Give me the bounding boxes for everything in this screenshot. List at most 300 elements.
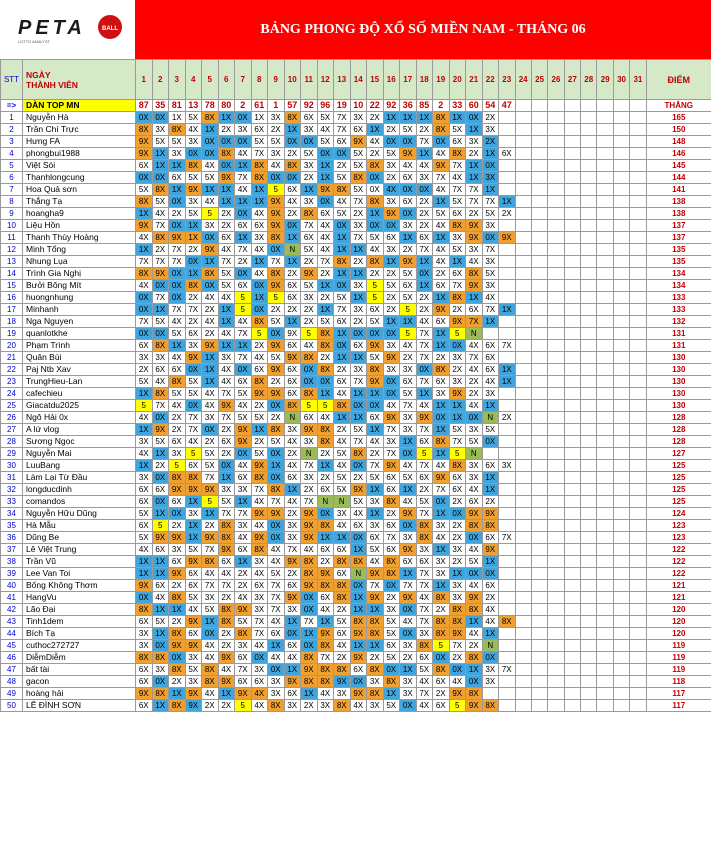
member-score: 130	[646, 364, 711, 376]
result-cell	[597, 688, 613, 700]
result-cell: 2X	[449, 520, 466, 532]
result-cell	[581, 136, 597, 148]
result-cell	[597, 340, 613, 352]
result-cell	[548, 208, 564, 220]
result-cell: 1X	[218, 340, 235, 352]
result-cell	[564, 640, 580, 652]
result-cell: 9X	[317, 628, 334, 640]
result-cell	[564, 496, 580, 508]
result-cell: 1X	[350, 592, 367, 604]
member-score: 130	[646, 400, 711, 412]
result-cell: 9X	[367, 340, 384, 352]
result-cell: 0X	[383, 664, 400, 676]
result-cell	[581, 640, 597, 652]
result-cell: 0X	[251, 304, 268, 316]
member-stt: 18	[1, 316, 23, 328]
result-cell: 4X	[152, 592, 169, 604]
member-score: 123	[646, 520, 711, 532]
result-cell: 4X	[251, 640, 268, 652]
result-cell: N	[482, 640, 499, 652]
result-cell: 0X	[334, 340, 351, 352]
member-score: 122	[646, 568, 711, 580]
result-cell: 4X	[235, 400, 252, 412]
result-cell: 0X	[466, 112, 483, 124]
result-cell: 7X	[317, 652, 334, 664]
header-day: 7	[235, 60, 252, 100]
result-cell: 2X	[284, 148, 301, 160]
member-row	[1, 484, 711, 496]
member-name: Ngô Hải 0x	[23, 412, 136, 424]
result-cell	[531, 220, 547, 232]
result-cell: 9X	[202, 532, 219, 544]
result-cell: 3X	[152, 664, 169, 676]
result-cell: 4X	[482, 376, 499, 388]
result-cell	[531, 388, 547, 400]
result-cell: 6X	[466, 304, 483, 316]
result-cell: 4X	[136, 280, 153, 292]
result-cell: 3X	[218, 352, 235, 364]
result-cell: 3X	[400, 676, 417, 688]
result-cell: 9X	[185, 700, 202, 712]
result-cell: 3X	[416, 628, 433, 640]
result-cell: 6X	[433, 676, 450, 688]
result-cell: 5X	[400, 472, 417, 484]
result-cell	[499, 136, 516, 148]
result-cell: 0X	[449, 340, 466, 352]
result-cell: 4X	[400, 616, 417, 628]
result-cell: 1X	[136, 424, 153, 436]
result-cell: 3X	[268, 676, 285, 688]
result-cell: 5X	[268, 136, 285, 148]
result-cell	[531, 520, 547, 532]
result-cell: 6X	[317, 592, 334, 604]
result-cell: 1X	[218, 304, 235, 316]
result-cell	[499, 520, 516, 532]
result-cell	[613, 232, 629, 244]
result-cell	[564, 148, 580, 160]
logo-ball-text: BALL	[102, 26, 118, 32]
result-cell: 5X	[218, 268, 235, 280]
result-cell: 0X	[268, 400, 285, 412]
result-cell: 2X	[169, 424, 186, 436]
result-cell	[531, 688, 547, 700]
result-cell	[499, 436, 516, 448]
result-cell: 2X	[268, 304, 285, 316]
member-score: 130	[646, 388, 711, 400]
result-cell: 3X	[400, 532, 417, 544]
result-cell	[581, 244, 597, 256]
result-cell	[581, 592, 597, 604]
result-cell	[515, 460, 531, 472]
header-day: 18	[416, 60, 433, 100]
result-cell: 2X	[284, 268, 301, 280]
result-cell: 4X	[202, 400, 219, 412]
result-cell: 3X	[400, 412, 417, 424]
result-cell: 6X	[433, 280, 450, 292]
result-cell: 5X	[383, 652, 400, 664]
result-cell: 8X	[152, 388, 169, 400]
result-cell: 2X	[400, 652, 417, 664]
result-cell: 5X	[218, 496, 235, 508]
result-cell: 3X	[152, 124, 169, 136]
result-cell: 9X	[202, 244, 219, 256]
result-cell: 6X	[482, 364, 499, 376]
result-cell: 8X	[383, 496, 400, 508]
result-cell: 6X	[235, 544, 252, 556]
result-cell: 6X	[416, 436, 433, 448]
result-cell: 6X	[383, 520, 400, 532]
result-cell: 2X	[218, 592, 235, 604]
result-cell: 9X	[268, 508, 285, 520]
result-cell: 0X	[251, 280, 268, 292]
result-cell: 4X	[433, 532, 450, 544]
member-row	[1, 628, 711, 640]
result-cell: 2X	[317, 352, 334, 364]
result-cell: 2X	[317, 268, 334, 280]
result-cell: 5X	[449, 424, 466, 436]
result-cell: 6X	[433, 700, 450, 712]
result-cell: 1X	[169, 112, 186, 124]
member-row	[1, 460, 711, 472]
result-cell	[597, 628, 613, 640]
result-cell	[597, 376, 613, 388]
result-cell: 4X	[317, 232, 334, 244]
member-stt: 20	[1, 340, 23, 352]
result-cell: 5X	[367, 316, 384, 328]
result-cell: 3X	[185, 652, 202, 664]
result-cell	[499, 640, 516, 652]
result-cell: 5X	[383, 280, 400, 292]
result-cell: 7X	[169, 304, 186, 316]
result-cell: 0X	[218, 460, 235, 472]
result-cell: 1X	[482, 628, 499, 640]
result-cell: 3X	[466, 136, 483, 148]
result-cell: 8X	[169, 700, 186, 712]
result-cell: 1X	[251, 184, 268, 196]
member-score: 119	[646, 664, 711, 676]
result-cell	[564, 604, 580, 616]
result-cell	[548, 352, 564, 364]
result-cell: 3X	[334, 508, 351, 520]
result-cell	[564, 184, 580, 196]
member-row	[1, 640, 711, 652]
result-cell: 4X	[185, 604, 202, 616]
result-cell: 4X	[400, 460, 417, 472]
result-cell: 5X	[202, 604, 219, 616]
result-cell: 3X	[202, 592, 219, 604]
result-cell	[630, 688, 646, 700]
result-cell: 7X	[383, 448, 400, 460]
result-cell	[531, 148, 547, 160]
result-cell: 4X	[268, 556, 285, 568]
result-cell: 1X	[284, 484, 301, 496]
result-cell	[531, 472, 547, 484]
member-row	[1, 340, 711, 352]
result-cell: 9X	[152, 268, 169, 280]
result-cell: 8X	[367, 688, 384, 700]
member-row	[1, 664, 711, 676]
result-cell: 0X	[202, 232, 219, 244]
result-cell: 4X	[466, 256, 483, 268]
result-cell	[613, 292, 629, 304]
result-cell: 4X	[136, 544, 153, 556]
result-cell: 7X	[416, 352, 433, 364]
result-cell: 5X	[301, 148, 318, 160]
result-cell: 1X	[152, 556, 169, 568]
result-cell: 4X	[136, 412, 153, 424]
result-cell: 8X	[449, 220, 466, 232]
result-cell	[581, 124, 597, 136]
result-cell: 8X	[367, 196, 384, 208]
result-cell: 3X	[185, 196, 202, 208]
result-cell	[630, 232, 646, 244]
result-cell	[515, 280, 531, 292]
result-cell: 0X	[136, 112, 153, 124]
member-name: longducdinh	[23, 484, 136, 496]
result-cell: 0X	[152, 280, 169, 292]
result-cell	[548, 568, 564, 580]
result-cell: 1X	[400, 484, 417, 496]
result-cell: 3X	[449, 232, 466, 244]
result-cell	[630, 196, 646, 208]
result-cell: 5X	[301, 244, 318, 256]
result-cell: 8X	[433, 112, 450, 124]
result-cell: 5X	[367, 232, 384, 244]
result-cell: 7X	[235, 244, 252, 256]
result-cell: 9X	[284, 328, 301, 340]
result-cell: 6X	[284, 580, 301, 592]
result-cell: 5X	[268, 568, 285, 580]
result-cell: 1X	[433, 448, 450, 460]
result-cell	[597, 496, 613, 508]
member-name: Thanhlongcung	[23, 172, 136, 184]
result-cell: 6X	[251, 220, 268, 232]
result-cell: 7X	[466, 196, 483, 208]
result-cell	[564, 544, 580, 556]
result-cell: 9X	[367, 376, 384, 388]
result-cell: 1X	[218, 196, 235, 208]
result-cell: 1X	[317, 172, 334, 184]
result-cell: 0X	[383, 376, 400, 388]
result-cell	[531, 424, 547, 436]
result-cell	[597, 616, 613, 628]
result-cell: 0X	[268, 172, 285, 184]
result-cell: 3X	[301, 124, 318, 136]
result-cell	[564, 340, 580, 352]
result-cell: 5X	[350, 148, 367, 160]
result-cell: 1X	[449, 568, 466, 580]
result-cell	[597, 532, 613, 544]
top-row-value: 13	[185, 100, 202, 112]
result-cell: 1X	[136, 208, 153, 220]
result-cell: 5X	[367, 544, 384, 556]
result-cell	[613, 364, 629, 376]
result-cell: 8X	[317, 676, 334, 688]
result-cell: 3X	[350, 220, 367, 232]
member-stt: 33	[1, 496, 23, 508]
result-cell: 7X	[169, 256, 186, 268]
result-cell: 1X	[152, 700, 169, 712]
result-cell	[630, 520, 646, 532]
result-cell: 3X	[136, 352, 153, 364]
result-cell	[564, 580, 580, 592]
member-name: LuuBang	[23, 460, 136, 472]
result-cell: 6X	[383, 472, 400, 484]
member-name: A lứ vlog	[23, 424, 136, 436]
result-cell: 0X	[235, 364, 252, 376]
result-cell: 2X	[482, 592, 499, 604]
result-cell: 2X	[268, 376, 285, 388]
result-cell	[515, 172, 531, 184]
result-cell: 9X	[251, 532, 268, 544]
result-cell	[531, 316, 547, 328]
top-row-value	[531, 100, 547, 112]
result-cell	[531, 448, 547, 460]
result-cell: 8X	[251, 316, 268, 328]
member-score: 123	[646, 532, 711, 544]
result-cell	[564, 136, 580, 148]
result-cell	[515, 580, 531, 592]
result-cell	[531, 376, 547, 388]
result-cell: 6X	[284, 376, 301, 388]
member-row	[1, 292, 711, 304]
result-cell: 0X	[136, 172, 153, 184]
result-cell: 1X	[350, 640, 367, 652]
member-name: Lão Đại	[23, 604, 136, 616]
result-cell: 2X	[317, 472, 334, 484]
member-score: 124	[646, 508, 711, 520]
result-cell	[499, 292, 516, 304]
result-cell: 3X	[383, 436, 400, 448]
result-cell	[613, 688, 629, 700]
result-cell: 6X	[317, 208, 334, 220]
result-cell: 0X	[416, 184, 433, 196]
result-cell: 9X	[202, 340, 219, 352]
result-cell	[515, 196, 531, 208]
result-cell: 9X	[367, 592, 384, 604]
result-cell	[630, 460, 646, 472]
result-cell: 3X	[185, 136, 202, 148]
member-row	[1, 424, 711, 436]
result-cell: 5	[235, 292, 252, 304]
result-cell	[548, 592, 564, 604]
result-cell	[515, 148, 531, 160]
result-cell	[499, 400, 516, 412]
result-cell: 0X	[350, 328, 367, 340]
result-cell	[515, 484, 531, 496]
result-cell: 3X	[334, 688, 351, 700]
result-cell: 7X	[218, 256, 235, 268]
member-name: Nguyễn Hà	[23, 112, 136, 124]
result-cell: 9X	[301, 508, 318, 520]
result-cell	[499, 388, 516, 400]
result-cell: 5X	[202, 172, 219, 184]
result-cell: 8X	[251, 160, 268, 172]
result-cell: 0X	[466, 568, 483, 580]
result-cell: 2X	[185, 316, 202, 328]
member-name: Dũng Be	[23, 532, 136, 544]
result-cell: 6X	[169, 364, 186, 376]
result-cell	[564, 364, 580, 376]
member-stt: 38	[1, 556, 23, 568]
result-cell: 4X	[317, 220, 334, 232]
result-cell	[531, 544, 547, 556]
member-score: 134	[646, 268, 711, 280]
result-cell: 8X	[433, 364, 450, 376]
result-cell: 5X	[152, 616, 169, 628]
member-score: 135	[646, 256, 711, 268]
result-cell: 8X	[301, 568, 318, 580]
result-cell: N	[301, 448, 318, 460]
result-cell: 2X	[416, 208, 433, 220]
top-row-value: 57	[284, 100, 301, 112]
result-cell: 0X	[301, 604, 318, 616]
result-cell: 9X	[185, 688, 202, 700]
result-cell: 9X	[317, 568, 334, 580]
result-cell: 5	[169, 460, 186, 472]
result-cell: 1X	[152, 160, 169, 172]
result-cell	[564, 196, 580, 208]
member-name: cafechieu	[23, 388, 136, 400]
result-cell: 0X	[169, 268, 186, 280]
result-cell	[630, 364, 646, 376]
result-cell: 7X	[152, 292, 169, 304]
result-cell: 9X	[268, 340, 285, 352]
result-cell	[548, 268, 564, 280]
result-cell	[597, 580, 613, 592]
result-cell: 5X	[235, 388, 252, 400]
member-name: Lee Van Toi	[23, 568, 136, 580]
result-cell: 3X	[449, 376, 466, 388]
result-cell	[515, 388, 531, 400]
result-cell: 0X	[301, 376, 318, 388]
result-cell: 1X	[433, 508, 450, 520]
result-cell: 6X	[334, 316, 351, 328]
result-cell: 9X	[400, 256, 417, 268]
result-cell: 5X	[350, 496, 367, 508]
result-cell: 9X	[383, 208, 400, 220]
result-cell	[581, 148, 597, 160]
result-cell: 0X	[482, 436, 499, 448]
result-cell	[597, 316, 613, 328]
result-cell: 9X	[251, 460, 268, 472]
result-cell: 3X	[268, 148, 285, 160]
result-cell: 2X	[433, 688, 450, 700]
result-cell: 1X	[350, 412, 367, 424]
result-cell: 5X	[317, 316, 334, 328]
result-cell: 0X	[433, 412, 450, 424]
result-cell: 5	[235, 700, 252, 712]
result-cell	[531, 196, 547, 208]
member-name: Lê Việt Trung	[23, 544, 136, 556]
result-cell: 8X	[317, 328, 334, 340]
result-cell: 3X	[482, 256, 499, 268]
result-cell: 1X	[350, 244, 367, 256]
result-cell: 7X	[301, 220, 318, 232]
result-cell: 0X	[218, 160, 235, 172]
result-cell: 1X	[334, 412, 351, 424]
member-row	[1, 172, 711, 184]
result-cell: 3X	[466, 460, 483, 472]
result-cell	[581, 172, 597, 184]
member-name: Thắng Tạ	[23, 196, 136, 208]
result-cell: 2X	[367, 268, 384, 280]
result-cell: 6X	[482, 340, 499, 352]
result-cell: 1X	[218, 184, 235, 196]
result-cell: 2X	[235, 256, 252, 268]
result-cell: 2X	[383, 268, 400, 280]
result-cell: 7X	[268, 580, 285, 592]
